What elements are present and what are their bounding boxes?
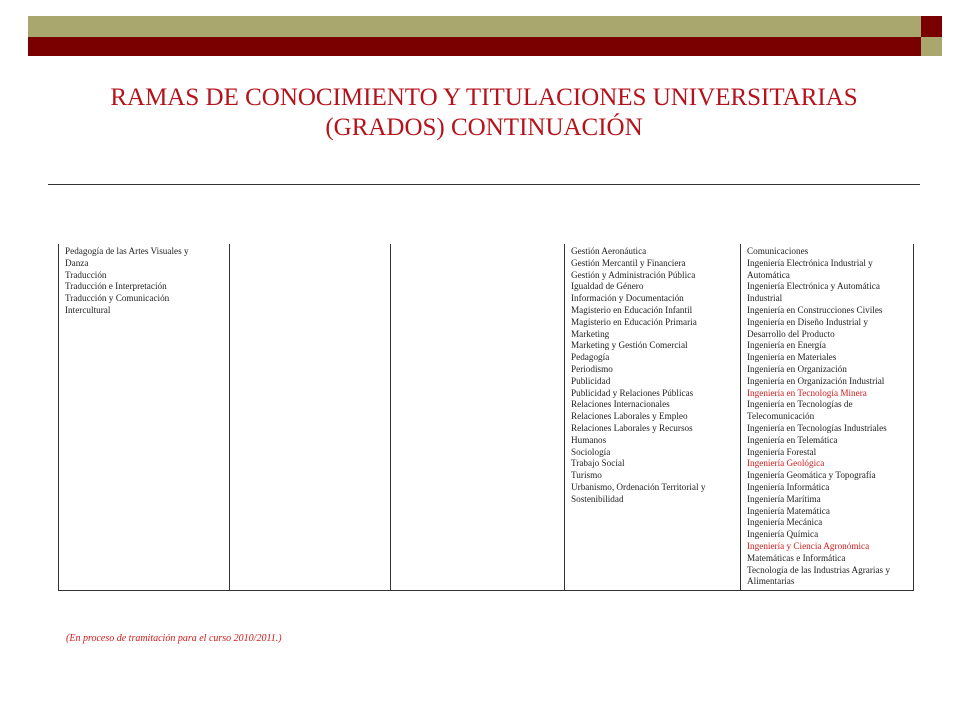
table-entry: Igualdad de Género (571, 281, 644, 292)
table-entry: Ingeniería en Energía (747, 340, 826, 351)
table-entry: Matemáticas e Informática (747, 552, 846, 563)
table-entry: Comunicaciones (747, 246, 809, 256)
table-entry: Intercultural (65, 304, 111, 315)
table-entry: Relaciones Laborales y Empleo (571, 411, 688, 422)
table-entry: Relaciones Internacionales (571, 399, 670, 410)
table-column-4 (565, 244, 741, 590)
slide-title (48, 83, 920, 143)
title-line-2: (GRADOS) CONTINUACIÓN (325, 114, 643, 141)
footnote: (En proceso de tramitación para el curso 2010/2011.) (66, 633, 282, 644)
table-entry: Telecomunicación (747, 411, 815, 422)
table-entry: Turismo (571, 470, 602, 481)
table-entry: Urbanismo, Ordenación Territorial y (571, 481, 706, 492)
top-decorative-bar (28, 16, 942, 56)
bar-red-square (921, 16, 942, 37)
table-entry: Danza (65, 257, 89, 268)
table-entry: Ingeniería Matemática (747, 505, 830, 516)
table-column-2 (230, 244, 391, 590)
table-entry: Periodismo (571, 363, 613, 374)
table-column-3 (391, 244, 565, 590)
table-entry: Pedagogía (571, 352, 610, 363)
table-column-5 (741, 244, 913, 590)
bar-red-segment (28, 37, 921, 56)
table-entry: Ingeniería Química (747, 529, 819, 540)
table-entry: Ingeniería en Tecnología Minera (747, 387, 867, 398)
table-entry: Ingeniería en Tecnologías de (747, 399, 853, 410)
table-entry: Ingeniería en Telemática (747, 434, 838, 445)
table-entry: Ingeniería Mecánica (747, 517, 823, 528)
table-entry: Ingeniería Informática (747, 481, 830, 492)
table-entry: Gestión Mercantil y Financiera (571, 257, 686, 268)
table-entry: Ingeniería Electrónica Industrial y (747, 257, 873, 268)
table-entry: Gestión y Administración Pública (571, 269, 696, 280)
table-entry: Traducción y Comunicación (65, 293, 170, 304)
table-entry: Ingeniería en Organización (747, 363, 847, 374)
table-entry: Alimentarias (747, 576, 795, 587)
table-entry: Desarrollo del Producto (747, 328, 835, 339)
table-entry: Magisterio en Educación Primaria (571, 316, 697, 327)
table-entry: Ingeniería y Ciencia Agronómica (747, 540, 870, 551)
table-entry: Marketing (571, 328, 610, 339)
table-entry: Industrial (747, 293, 783, 304)
table-entry: Humanos (571, 434, 607, 445)
table-entry: Ingeniería en Tecnologías Industriales (747, 422, 887, 433)
table-entry: Gestión Aeronáutica (571, 246, 647, 256)
table-entry: Información y Documentación (571, 293, 684, 304)
table-entry: Ingeniería Electrónica y Automática (747, 281, 880, 292)
table-entry: Automática (747, 269, 790, 280)
table-entry: Pedagogía de las Artes Visuales y (65, 246, 189, 256)
table-entry: Ingeniería en Diseño Industrial y (747, 316, 868, 327)
title-divider (48, 184, 920, 185)
table-entry: Publicidad y Relaciones Públicas (571, 387, 694, 398)
table-entry: Tecnología de las Industrias Agrarias y (747, 564, 890, 575)
bar-olive-segment (28, 16, 921, 37)
table-entry: Sostenibilidad (571, 493, 624, 504)
table-entry: Ingeniería en Construcciones Civiles (747, 304, 883, 315)
table-entry: Magisterio en Educación Infantil (571, 304, 693, 315)
degrees-table (58, 244, 914, 591)
table-entry: Ingeniería en Organización Industrial (747, 375, 885, 386)
table-entry: Ingeniería Geomática y Topografía (747, 470, 876, 481)
bar-olive-square (921, 37, 942, 56)
table-entry: Traducción (65, 269, 107, 280)
table-entry: Sociología (571, 446, 611, 457)
table-entry: Relaciones Laborales y Recursos (571, 422, 693, 433)
table-entry: Traducción e Interpretación (65, 281, 167, 292)
table-entry: Ingeniería Geológica (747, 458, 825, 469)
table-entry: Ingeniería Forestal (747, 446, 817, 457)
table-entry: Trabajo Social (571, 458, 625, 469)
table-column-1 (59, 244, 230, 590)
title-line-1: RAMAS DE CONOCIMIENTO Y TITULACIONES UNIVERSITARIAS (110, 84, 858, 111)
table-entry: Marketing y Gestión Comercial (571, 340, 688, 351)
table-entry: Ingeniería Marítima (747, 493, 821, 504)
table-entry: Publicidad (571, 375, 611, 386)
table-entry: Ingeniería en Materiales (747, 352, 837, 363)
